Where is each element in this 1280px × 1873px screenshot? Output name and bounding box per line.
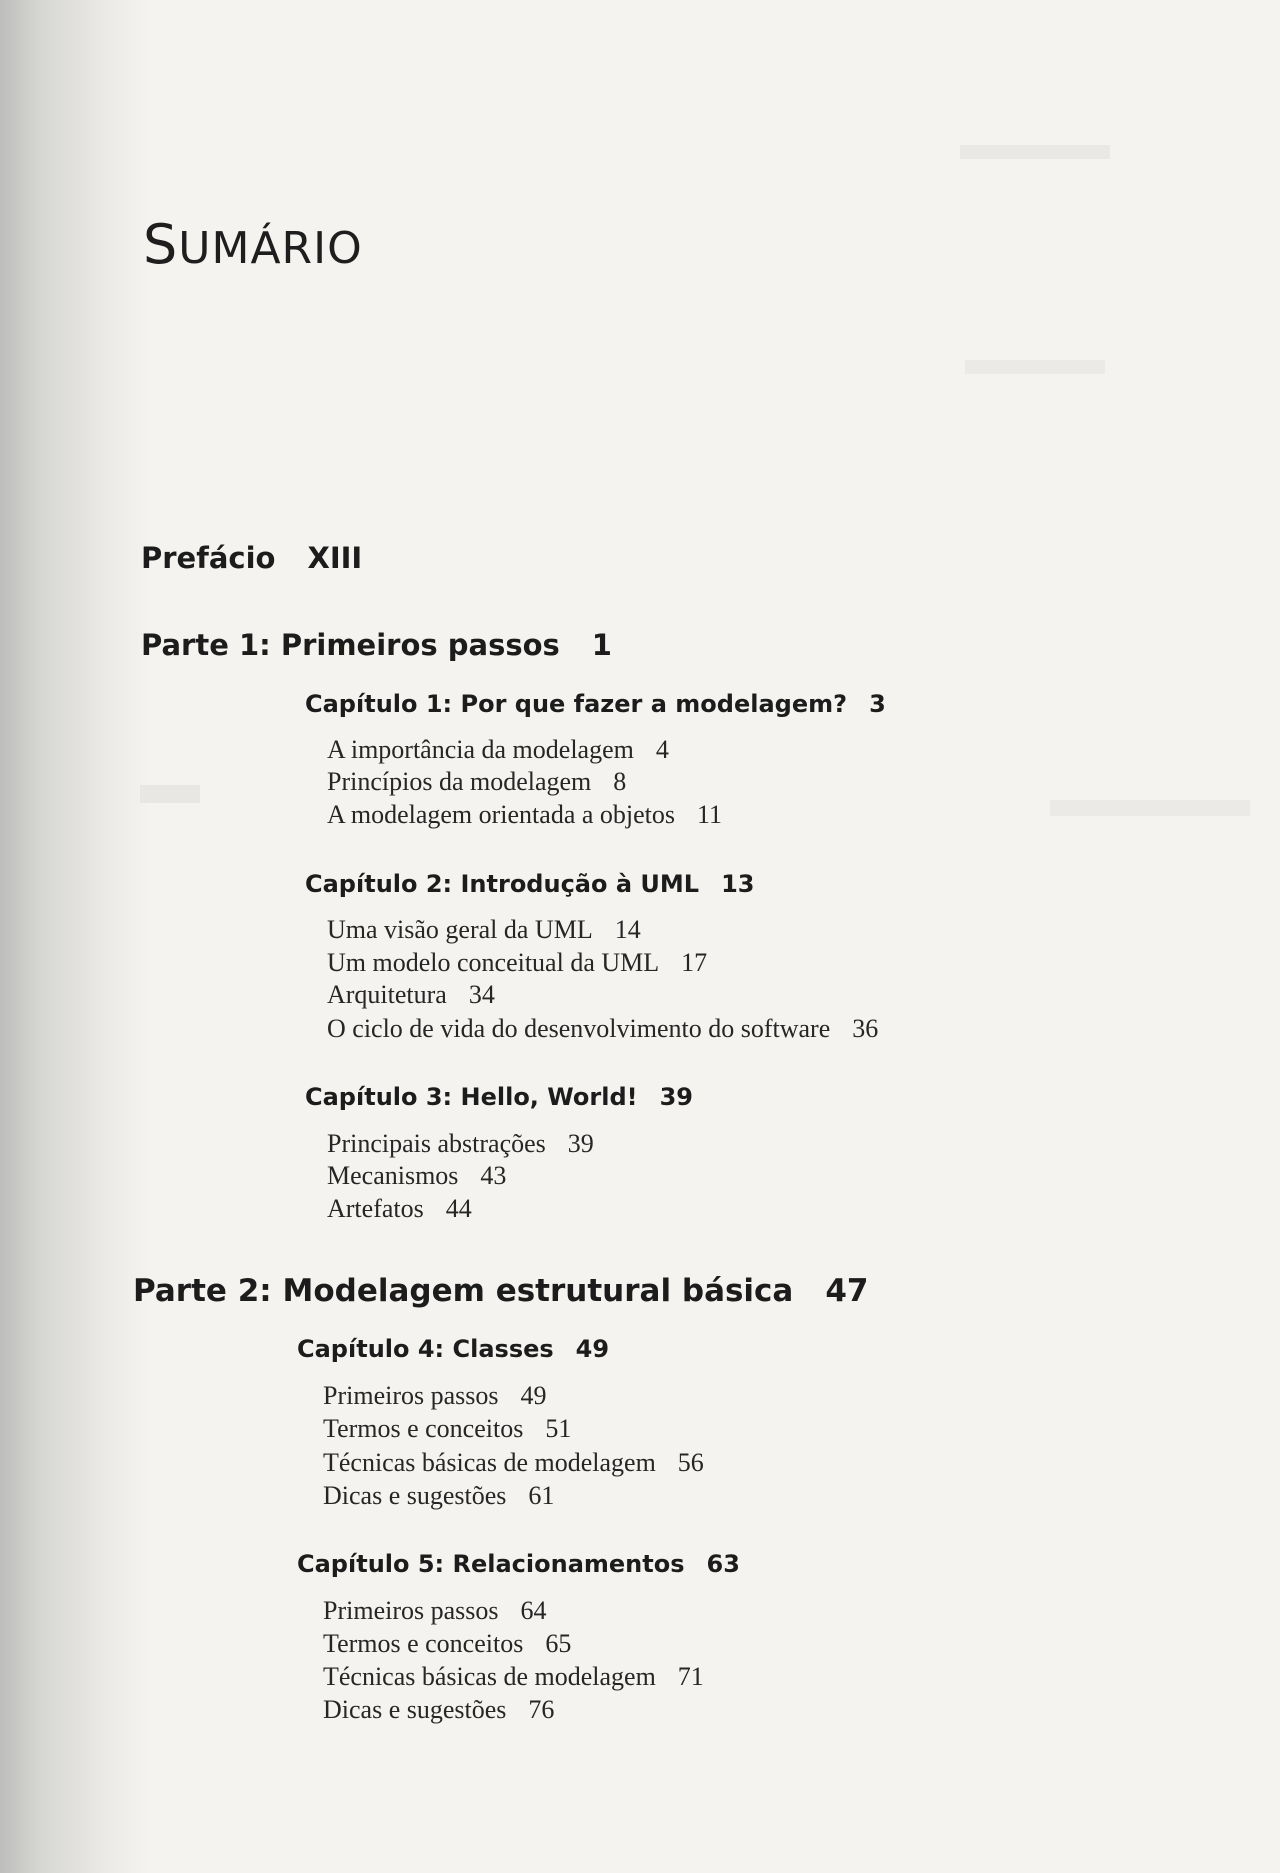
chapter-1-entry[interactable] bbox=[305, 690, 886, 718]
part-label: Parte 2: Modelagem estrutural básica bbox=[133, 1273, 794, 1309]
toc-item[interactable]: Mecanismos 43 bbox=[327, 1161, 507, 1190]
toc-item[interactable]: Primeiros passos 64 bbox=[323, 1596, 547, 1625]
toc-item[interactable]: Uma visão geral da UML 14 bbox=[327, 915, 641, 944]
bleed-through-decoration bbox=[960, 145, 1110, 159]
chapter-2-entry[interactable] bbox=[305, 870, 754, 898]
part-page: 47 bbox=[825, 1273, 869, 1309]
bleed-through-decoration bbox=[1050, 800, 1250, 816]
toc-item[interactable]: Arquitetura 34 bbox=[327, 980, 495, 1009]
toc-item[interactable]: Técnicas básicas de modelagem 71 bbox=[323, 1662, 704, 1691]
toc-item[interactable]: A importância da modelagem 4 bbox=[327, 735, 669, 764]
chapter-3-entry[interactable] bbox=[305, 1083, 693, 1111]
part-page: 1 bbox=[591, 628, 612, 662]
toc-item[interactable]: Termos e conceitos 65 bbox=[323, 1629, 572, 1658]
part-2-entry[interactable] bbox=[133, 1273, 869, 1309]
bleed-through-decoration bbox=[965, 360, 1105, 374]
toc-item[interactable]: Dicas e sugestões 61 bbox=[323, 1481, 555, 1510]
part-label: Parte 1: Primeiros passos bbox=[141, 628, 560, 662]
toc-item[interactable]: Artefatos 44 bbox=[327, 1194, 472, 1223]
chapter-page: 39 bbox=[659, 1083, 693, 1111]
toc-item[interactable]: Dicas e sugestões 76 bbox=[323, 1695, 555, 1724]
bleed-through-decoration bbox=[140, 785, 200, 803]
toc-item[interactable]: Termos e conceitos 51 bbox=[323, 1414, 572, 1443]
toc-item[interactable]: Um modelo conceitual da UML 17 bbox=[327, 948, 708, 977]
preface-page: XIII bbox=[307, 541, 363, 575]
page-title: SUMÁRIO bbox=[143, 213, 363, 276]
preface-label: Prefácio bbox=[141, 541, 276, 575]
chapter-4-entry[interactable] bbox=[297, 1335, 609, 1363]
toc-item[interactable]: A modelagem orientada a objetos 11 bbox=[327, 800, 723, 829]
chapter-page: 49 bbox=[575, 1335, 610, 1363]
chapter-page: 13 bbox=[721, 870, 755, 898]
toc-item[interactable]: Primeiros passos 49 bbox=[323, 1381, 547, 1410]
preface-entry[interactable] bbox=[141, 541, 362, 575]
chapter-page: 63 bbox=[706, 1550, 740, 1578]
chapter-label: Capítulo 4: Classes bbox=[297, 1335, 554, 1363]
part-1-entry[interactable] bbox=[141, 628, 612, 662]
chapter-label: Capítulo 5: Relacionamentos bbox=[297, 1550, 685, 1578]
toc-item[interactable]: O ciclo de vida do desenvolvimento do software 36 bbox=[327, 1014, 879, 1043]
chapter-label: Capítulo 3: Hello, World! bbox=[305, 1083, 638, 1111]
chapter-page: 3 bbox=[869, 690, 886, 718]
chapter-label: Capítulo 2: Introdução à UML bbox=[305, 870, 700, 898]
toc-item[interactable]: Princípios da modelagem 8 bbox=[327, 767, 627, 796]
chapter-5-entry[interactable] bbox=[297, 1550, 740, 1578]
chapter-label: Capítulo 1: Por que fazer a modelagem? bbox=[305, 690, 848, 718]
toc-item[interactable]: Principais abstrações 39 bbox=[327, 1129, 594, 1158]
toc-item[interactable]: Técnicas básicas de modelagem 56 bbox=[323, 1448, 704, 1477]
